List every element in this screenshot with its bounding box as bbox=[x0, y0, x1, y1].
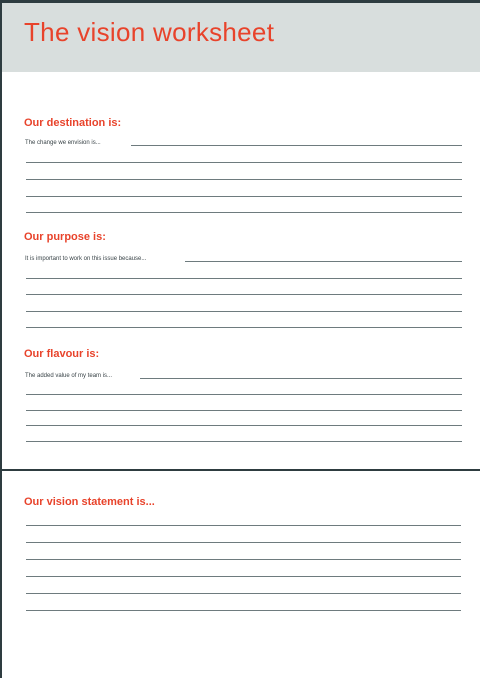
page-title: The vision worksheet bbox=[24, 17, 275, 47]
purpose-prompt: It is important to work on this issue because... bbox=[25, 256, 147, 262]
purpose-line bbox=[26, 278, 462, 279]
purpose-heading: Our purpose is: bbox=[24, 231, 106, 243]
flavour-line bbox=[26, 394, 462, 395]
purpose-line bbox=[26, 294, 462, 295]
flavour-line bbox=[26, 425, 462, 426]
vision-statement-line bbox=[26, 525, 461, 526]
header-band bbox=[2, 3, 480, 72]
flavour-line bbox=[140, 378, 462, 379]
section-divider bbox=[2, 469, 480, 471]
flavour-line bbox=[26, 410, 462, 411]
purpose-line bbox=[185, 261, 462, 262]
destination-line bbox=[131, 145, 462, 146]
destination-heading: Our destination is: bbox=[24, 117, 122, 129]
vision-statement-line bbox=[26, 593, 461, 594]
destination-prompt: The change we envision is... bbox=[25, 140, 101, 146]
purpose-line bbox=[26, 327, 462, 328]
destination-line bbox=[26, 162, 462, 163]
flavour-prompt: The added value of my team is... bbox=[25, 373, 113, 379]
vision-statement-heading: Our vision statement is... bbox=[24, 496, 155, 508]
vision-statement-line bbox=[26, 610, 461, 611]
vision-statement-line bbox=[26, 542, 461, 543]
destination-line bbox=[26, 179, 462, 180]
purpose-line bbox=[26, 311, 462, 312]
flavour-line bbox=[26, 441, 462, 442]
destination-line bbox=[26, 196, 462, 197]
flavour-heading: Our flavour is: bbox=[24, 348, 100, 360]
vision-statement-line bbox=[26, 559, 461, 560]
destination-line bbox=[26, 212, 462, 213]
vision-statement-line bbox=[26, 576, 461, 577]
